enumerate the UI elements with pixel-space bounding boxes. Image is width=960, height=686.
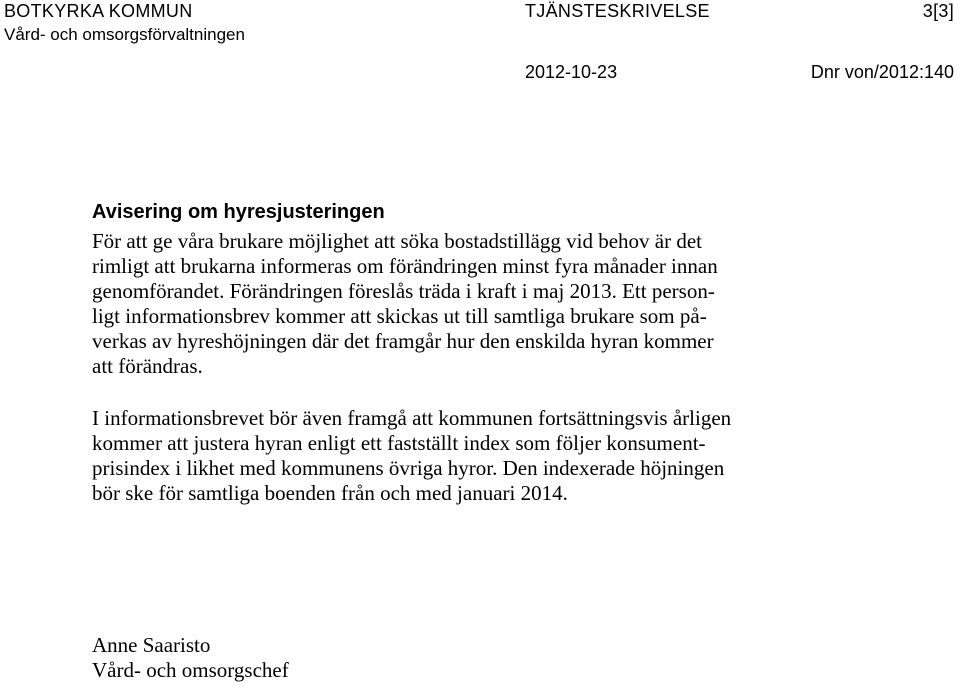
department-name: Vård- och omsorgsförvaltningen <box>4 25 245 44</box>
paragraph-1 <box>92 229 718 379</box>
paragraph-line: För att ge våra brukare möjlighet att söka bostadstillägg vid behov är det <box>92 229 703 253</box>
paragraph-line: genomförandet. Förändringen föreslås träda i kraft i maj 2013. Ett person- <box>92 279 715 303</box>
paragraph-line: I informationsbrevet bör även framgå att kommunen fortsättningsvis årligen <box>92 406 732 430</box>
signature-name: Anne Saaristo <box>92 633 211 657</box>
signature-title: Vård- och omsorgschef <box>92 658 289 682</box>
paragraph-line: rimligt att brukarna informeras om förändringen minst fyra månader innan <box>92 254 718 278</box>
paragraph-line: ligt informationsbrev kommer att skickas ut till samtliga brukare som på- <box>92 304 707 328</box>
paragraph-2 <box>92 406 731 506</box>
page-number: 3[3] <box>922 1 954 21</box>
document-date: 2012-10-23 <box>525 62 618 82</box>
paragraph-line: bör ske för samtliga boenden från och med januari 2014. <box>92 481 568 505</box>
section-heading: Avisering om hyresjusteringen <box>92 201 385 223</box>
paragraph-line: att förändras. <box>92 354 203 378</box>
organization-name: BOTKYRKA KOMMUN <box>4 1 193 21</box>
paragraph-line: prisindex i likhet med kommunens övriga hyror. Den indexerade höjningen <box>92 456 725 480</box>
document-type: TJÄNSTESKRIVELSE <box>525 1 710 21</box>
paragraph-line: kommer att justera hyran enligt ett fastställt index som följer konsument- <box>92 431 706 455</box>
paragraph-line: verkas av hyreshöjningen där det framgår hur den enskilda hyran kommer <box>92 329 714 353</box>
reference-number: Dnr von/2012:140 <box>810 62 954 82</box>
